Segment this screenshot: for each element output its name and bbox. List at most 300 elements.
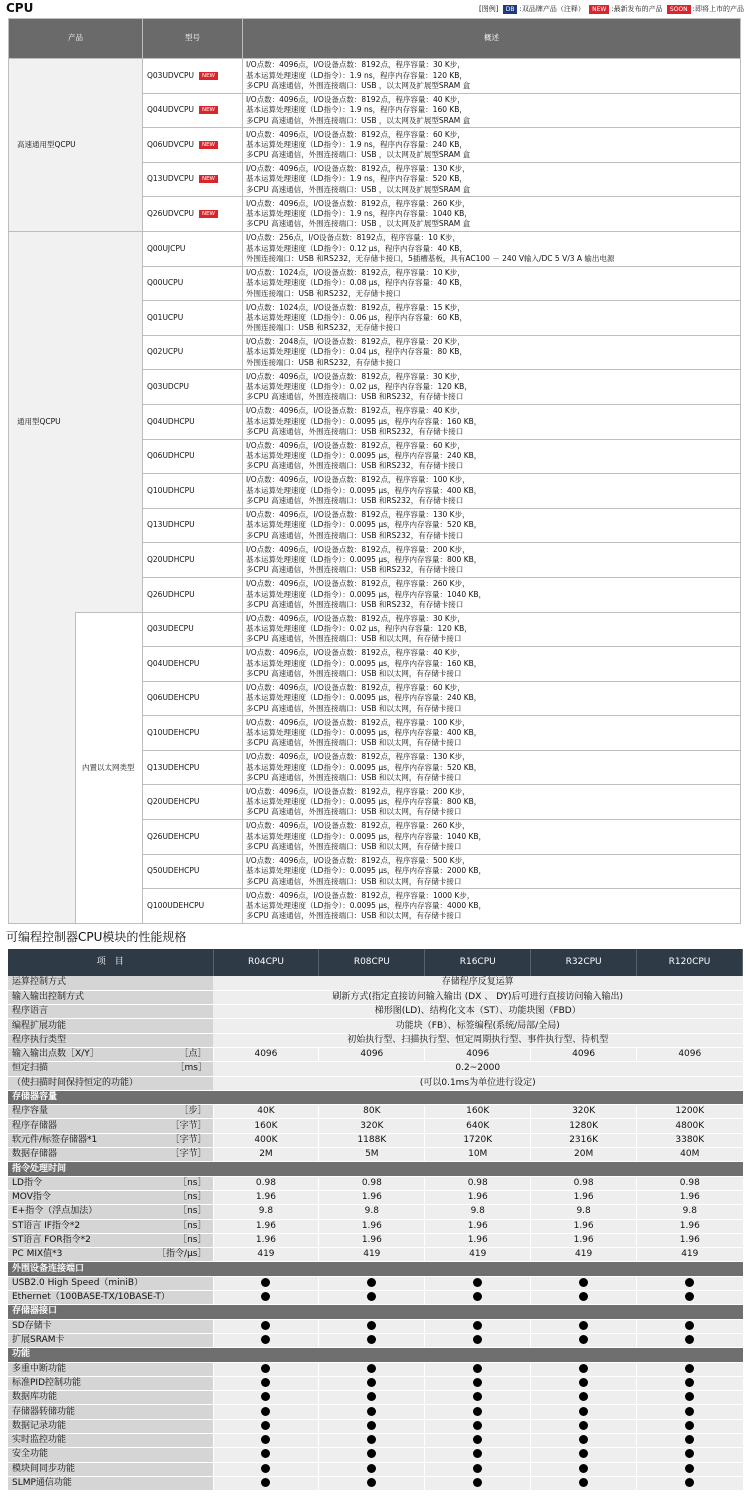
model-name: Q13UDHCPU (147, 520, 195, 530)
supported-dot-icon (579, 1478, 588, 1487)
supported-dot-icon (261, 1435, 270, 1444)
spec-value (637, 1419, 743, 1433)
spec-label-cell (8, 1148, 213, 1162)
overview-cell (243, 474, 741, 509)
spec-value: 1188K (319, 1133, 425, 1147)
overview-line: 基本运算处理速度（LD指令）：0.0095 μs，程序内存容量：240 KB， (246, 451, 482, 461)
spec-value: 1.96 (213, 1190, 319, 1204)
overview-line: 基本运算处理速度（LD指令）：0.0095 μs，程序内存容量：800 KB， (246, 797, 482, 807)
model-col-header: R08CPU (319, 949, 425, 976)
spec-section-row (8, 1305, 743, 1319)
overview-cell (243, 231, 741, 266)
overview-line: 基本运算处理速度（LD指令）：0.0095 μs，程序内存容量：1040 KB， (246, 589, 487, 599)
spec-label-cell (8, 1376, 213, 1390)
spec-table (8, 949, 743, 1491)
model-cell (143, 716, 243, 751)
overview-line: 多CPU 高速通信，外围连接端口：USB ，以太网及扩展型SRAM 盒 (246, 80, 471, 90)
model-name: Q03UDVCPU (147, 70, 194, 80)
supported-dot-icon (685, 1449, 694, 1458)
supported-dot-icon (685, 1392, 694, 1401)
overview-line: I/O点数：4096点，I/O设备点数：8192点，程序容量：200 K步， (246, 786, 470, 796)
supported-dot-icon (579, 1464, 588, 1473)
spec-value: 0.98 (425, 1176, 531, 1190)
overview-line: 基本运算处理速度（LD指令）：0.0095 μs，程序内存容量：2000 KB， (246, 866, 487, 876)
supported-dot-icon (261, 1392, 270, 1401)
spec-label-cell (8, 1333, 213, 1347)
spec-row (8, 1076, 743, 1090)
model-cell (143, 854, 243, 889)
spec-section-row (8, 1162, 743, 1176)
overview-line: 基本运算处理速度（LD指令）：0.12 μs，程序内存容量：40 KB， (246, 243, 467, 253)
overview-line: I/O点数：4096点，I/O设备点数：8192点，程序容量：130 K步， (246, 164, 470, 174)
spec-unit: ［字节］ (170, 1120, 207, 1131)
overview-line: I/O点数：4096点，I/O设备点数：8192点，程序容量：130 K步， (246, 510, 470, 520)
spec-label-cell (8, 1119, 213, 1133)
model-name: Q03UDECPU (147, 624, 194, 634)
overview-line: 多CPU 高速通信，外围连接端口：USB ，以太网及扩展型SRAM 盒 (246, 115, 471, 125)
spec-value: 3380K (637, 1133, 743, 1147)
supported-dot-icon (473, 1392, 482, 1401)
spec-value (531, 1462, 637, 1476)
overview-line: 基本运算处理速度（LD指令）：0.0095 μs，程序内存容量：400 KB， (246, 485, 482, 495)
spec-row (8, 1276, 743, 1290)
spec-value: 0.98 (531, 1176, 637, 1190)
overview-line: 基本运算处理速度（LD指令）：0.0095 μs，程序内存容量：520 KB， (246, 762, 482, 772)
spec-value-all: (可以0.1ms为单位进行设定) (213, 1076, 743, 1090)
model-cell (143, 612, 243, 647)
supported-dot-icon (685, 1478, 694, 1487)
model-name: Q26UDEHCPU (147, 831, 200, 841)
model-name: Q02UCPU (147, 347, 184, 357)
overview-line: I/O点数：4096点，I/O设备点数：8192点，程序容量：100 K步， (246, 717, 470, 727)
spec-value (213, 1333, 319, 1347)
model-col-header: R120CPU (637, 949, 743, 976)
overview-cell (243, 128, 741, 163)
spec-label: 数据库功能 (12, 1392, 58, 1403)
model-name: Q03UDCPU (147, 381, 189, 391)
supported-dot-icon (367, 1321, 376, 1330)
supported-dot-icon (473, 1478, 482, 1487)
overview-line: I/O点数：1024点，I/O设备点数：8192点，程序容量：15 K步， (246, 302, 465, 312)
spec-value (213, 1476, 319, 1490)
legend-soon-text: :即将上市的产品 (692, 5, 744, 13)
supported-dot-icon (261, 1407, 270, 1416)
spec-label-cell (8, 1219, 213, 1233)
model-col-header: R04CPU (213, 949, 319, 976)
spec-value: 419 (319, 1248, 425, 1262)
supported-dot-icon (473, 1321, 482, 1330)
spec-value (319, 1434, 425, 1448)
spec-value (319, 1419, 425, 1433)
spec-label: SD存储卡 (12, 1320, 52, 1331)
supported-dot-icon (367, 1407, 376, 1416)
spec-value: 4096 (425, 1047, 531, 1061)
db-badge: DB (503, 5, 518, 14)
supported-dot-icon (685, 1335, 694, 1344)
spec-value: 1.96 (531, 1233, 637, 1247)
spec-row (8, 1391, 743, 1405)
spec-row (8, 1476, 743, 1490)
overview-line: 基本运算处理速度（LD指令）：0.02 μs，程序内存容量：120 KB， (246, 624, 472, 634)
spec-value (425, 1319, 531, 1333)
overview-line: 多CPU 高速通信，外围连接端口：USB 和以太网，有存储卡接口 (246, 807, 462, 817)
spec-label: MOV指令 (12, 1192, 51, 1203)
overview-cell (243, 612, 741, 647)
overview-line: I/O点数：4096点，I/O设备点数：8192点，程序容量：40 K步， (246, 406, 465, 416)
legend-db-text: :双品牌产品（注释） (519, 5, 585, 13)
spec-value (637, 1448, 743, 1462)
spec-value: 2316K (531, 1133, 637, 1147)
spec-label: 软元件/标签存储器*1 (12, 1134, 98, 1145)
spec-value (213, 1405, 319, 1419)
spec-row (8, 1019, 743, 1033)
model-cell (143, 197, 243, 232)
supported-dot-icon (685, 1364, 694, 1373)
supported-dot-icon (473, 1421, 482, 1430)
supported-dot-icon (367, 1364, 376, 1373)
spec-value (213, 1462, 319, 1476)
supported-dot-icon (261, 1335, 270, 1344)
spec-label: 模块间同步功能 (12, 1463, 76, 1474)
model-cell (143, 162, 243, 197)
overview-line: I/O点数：4096点，I/O设备点数：8192点，程序容量：60 K步， (246, 129, 465, 139)
spec-value: 1.96 (425, 1233, 531, 1247)
model-cell (143, 231, 243, 266)
spec-value (425, 1276, 531, 1290)
supported-dot-icon (473, 1278, 482, 1287)
overview-line: I/O点数：4096点，I/O设备点数：8192点，程序容量：1000 K步， (246, 890, 475, 900)
spec-value (425, 1434, 531, 1448)
spec-section-row (8, 1262, 743, 1276)
model-name: Q01UCPU (147, 312, 184, 322)
spec-value (637, 1362, 743, 1376)
spec-value (213, 1434, 319, 1448)
spec-value: 1.96 (637, 1190, 743, 1204)
overview-cell (243, 854, 741, 889)
spec-value: 40K (213, 1105, 319, 1119)
spec-row (8, 1362, 743, 1376)
spec-unit: ［ns］ (178, 1234, 207, 1245)
model-cell (143, 266, 243, 301)
model-name: Q20UDEHCPU (147, 797, 200, 807)
spec-row (8, 1462, 743, 1476)
overview-line: I/O点数：4096点，I/O设备点数：8192点，程序容量：40 K步， (246, 648, 465, 658)
spec-unit: ［字节］ (170, 1134, 207, 1145)
overview-cell (243, 889, 741, 924)
model-name: Q06UDHCPU (147, 451, 195, 461)
spec-value (531, 1291, 637, 1305)
spec-value: 4096 (531, 1047, 637, 1061)
spec-section-title: 可编程控制器CPU模块的性能规格 (6, 930, 187, 944)
spec-value-all: 存储程序反复运算 (213, 976, 743, 990)
spec-value (531, 1476, 637, 1490)
spec-row (8, 1291, 743, 1305)
group-ethernet: 内置以太网类型 (76, 612, 143, 923)
overview-line: I/O点数：4096点，I/O设备点数：8192点，程序容量：260 K步， (246, 579, 470, 589)
spec-value (213, 1376, 319, 1390)
overview-line: 基本运算处理速度（LD指令）：1.9 ns，程序内存容量：1040 KB， (246, 209, 472, 219)
model-name: Q20UDHCPU (147, 554, 195, 564)
spec-value (531, 1376, 637, 1390)
spec-row (8, 1434, 743, 1448)
spec-label: 程序存储器 (12, 1120, 58, 1131)
spec-value (319, 1448, 425, 1462)
supported-dot-icon (367, 1392, 376, 1401)
spec-row (8, 1376, 743, 1390)
overview-cell (243, 370, 741, 405)
spec-label-cell (8, 1319, 213, 1333)
overview-cell (243, 335, 741, 370)
spec-value (213, 1276, 319, 1290)
supported-dot-icon (579, 1364, 588, 1373)
model-cell (143, 301, 243, 336)
spec-value (319, 1391, 425, 1405)
overview-line: 基本运算处理速度（LD指令）：0.0095 μs，程序内存容量：520 KB， (246, 520, 482, 530)
spec-value (425, 1462, 531, 1476)
overview-line: 多CPU 高速通信，外围连接端口：USB ，以太网及扩展型SRAM 盒 (246, 184, 471, 194)
spec-label-cell (8, 1419, 213, 1433)
spec-section-label: 外围设备连接端口 (8, 1262, 743, 1276)
model-cell (143, 750, 243, 785)
spec-label-cell (8, 1362, 213, 1376)
spec-value: 0.98 (319, 1176, 425, 1190)
spec-value (531, 1448, 637, 1462)
spec-value: 9.8 (213, 1205, 319, 1219)
spec-value: 0.98 (637, 1176, 743, 1190)
spec-label: ST语言 IF指令*2 (12, 1220, 81, 1231)
spec-value (531, 1391, 637, 1405)
overview-line: 基本运算处理速度（LD指令）：0.0095 μs，程序内存容量：240 KB， (246, 693, 482, 703)
overview-cell (243, 820, 741, 855)
supported-dot-icon (685, 1321, 694, 1330)
spec-label: 恒定扫描 (12, 1063, 49, 1074)
overview-line: 多CPU 高速通信，外围连接端口：USB 和以太网，有存储卡接口 (246, 669, 462, 679)
supported-dot-icon (367, 1278, 376, 1287)
cpu-row (9, 231, 741, 266)
supported-dot-icon (367, 1292, 376, 1301)
group-high-speed-qcpu: 高速通用型QCPU (9, 59, 143, 232)
spec-label: 存储器转储功能 (12, 1406, 76, 1417)
spec-label: 数据记录功能 (12, 1420, 67, 1431)
overview-line: 基本运算处理速度（LD指令）：0.0095 μs，程序内存容量：4000 KB， (246, 900, 487, 910)
spec-value: 640K (425, 1119, 531, 1133)
overview-cell (243, 508, 741, 543)
overview-line: 多CPU 高速通信，外围连接端口：USB 和RS232，有存储卡接口 (246, 461, 464, 471)
supported-dot-icon (261, 1364, 270, 1373)
model-name: Q04UDEHCPU (147, 658, 200, 668)
model-name: Q00UCPU (147, 278, 184, 288)
model-cell (143, 647, 243, 682)
overview-line: 多CPU 高速通信，外围连接端口：USB 和RS232，有存储卡接口 (246, 496, 464, 506)
spec-value: 1200K (637, 1105, 743, 1119)
spec-value: 1.96 (213, 1233, 319, 1247)
spec-value (425, 1333, 531, 1347)
spec-label: 扩展SRAM卡 (12, 1335, 65, 1346)
new-badge: NEW (199, 210, 218, 218)
new-badge: NEW (589, 5, 609, 14)
model-name: Q26UDHCPU (147, 589, 195, 599)
supported-dot-icon (367, 1464, 376, 1473)
supported-dot-icon (579, 1335, 588, 1344)
spec-value (637, 1319, 743, 1333)
model-header: 型号 (143, 19, 243, 59)
legend (479, 4, 744, 14)
page-title: CPU (6, 1, 34, 15)
spec-value (319, 1405, 425, 1419)
supported-dot-icon (261, 1321, 270, 1330)
spec-label: 多重中断功能 (12, 1363, 67, 1374)
model-cell (143, 335, 243, 370)
spec-row (8, 1062, 743, 1076)
overview-line: I/O点数：4096点，I/O设备点数：8192点，程序容量：200 K步， (246, 544, 470, 554)
supported-dot-icon (473, 1364, 482, 1373)
spec-value (319, 1376, 425, 1390)
spec-row (8, 1005, 743, 1019)
cpu-row (9, 612, 741, 647)
overview-line: 基本运算处理速度（LD指令）：0.06 μs，程序内存容量：60 KB， (246, 312, 467, 322)
spec-value (531, 1434, 637, 1448)
spec-section-label: 功能 (8, 1348, 743, 1362)
overview-line: I/O点数：4096点，I/O设备点数：8192点，程序容量：40 K步， (246, 94, 465, 104)
overview-line: I/O点数：4096点，I/O设备点数：8192点，程序容量：30 K步， (246, 613, 465, 623)
supported-dot-icon (261, 1278, 270, 1287)
spec-value (637, 1376, 743, 1390)
overview-line: 基本运算处理速度（LD指令）：1.9 ns，程序内存容量：240 KB， (246, 139, 467, 149)
supported-dot-icon (473, 1449, 482, 1458)
supported-dot-icon (367, 1335, 376, 1344)
model-name: Q06UDEHCPU (147, 693, 200, 703)
spec-value: 1.96 (425, 1190, 531, 1204)
overview-line: 基本运算处理速度（LD指令）：0.0095 μs，程序内存容量：160 KB， (246, 658, 482, 668)
spec-label: ST语言 FOR指令*2 (12, 1234, 91, 1245)
spec-label-cell (8, 1133, 213, 1147)
spec-value (531, 1419, 637, 1433)
overview-cell (243, 681, 741, 716)
spec-value: 419 (637, 1248, 743, 1262)
new-badge: NEW (199, 106, 218, 114)
overview-line: 多CPU 高速通信，外围连接端口：USB ，以太网及扩展型SRAM 盒 (246, 219, 471, 229)
overview-line: 多CPU 高速通信，外围连接端口：USB 和RS232，有存储卡接口 (246, 599, 464, 609)
overview-line: 多CPU 高速通信，外围连接端口：USB 和以太网，有存储卡接口 (246, 876, 462, 886)
spec-row (8, 1105, 743, 1119)
spec-value: 9.8 (531, 1205, 637, 1219)
spec-value: 1.96 (319, 1219, 425, 1233)
supported-dot-icon (685, 1278, 694, 1287)
model-cell (143, 889, 243, 924)
spec-value (319, 1291, 425, 1305)
spec-value (425, 1376, 531, 1390)
spec-label: USB2.0 High Speed（miniB） (12, 1277, 144, 1288)
model-cell (143, 370, 243, 405)
legend-prefix: [图例] (479, 5, 499, 13)
overview-line: 多CPU 高速通信，外围连接端口：USB 和RS232，有存储卡接口 (246, 565, 464, 575)
spec-row (8, 976, 743, 990)
overview-cell (243, 59, 741, 94)
spec-label-cell (8, 1476, 213, 1490)
group-general-qcpu-cont (9, 612, 76, 923)
model-cell (143, 93, 243, 128)
supported-dot-icon (261, 1378, 270, 1387)
spec-value: 4800K (637, 1119, 743, 1133)
spec-label-cell (8, 1276, 213, 1290)
spec-unit: ［ms］ (175, 1063, 207, 1074)
overview-cell (243, 266, 741, 301)
spec-section-label: 存储器容量 (8, 1090, 743, 1104)
model-name: Q10UDHCPU (147, 485, 195, 495)
spec-value-all: 梯形图(LD)、结构化文本（ST）、功能块图（FBD） (213, 1005, 743, 1019)
spec-unit: ［指令/μs］ (157, 1249, 207, 1260)
supported-dot-icon (579, 1292, 588, 1301)
spec-value (425, 1291, 531, 1305)
supported-dot-icon (261, 1421, 270, 1430)
spec-value (531, 1333, 637, 1347)
overview-line: 外围连接端口：USB 和RS232，无存储卡接口 (246, 323, 401, 333)
spec-row (8, 1190, 743, 1204)
model-name: Q00UJCPU (147, 243, 186, 253)
spec-label-cell (8, 1076, 213, 1090)
supported-dot-icon (367, 1378, 376, 1387)
model-cell (143, 577, 243, 612)
spec-value (637, 1462, 743, 1476)
model-cell (143, 508, 243, 543)
cpu-row (9, 59, 741, 94)
supported-dot-icon (579, 1435, 588, 1444)
overview-cell (243, 197, 741, 232)
model-name: Q06UDVCPU (147, 139, 194, 149)
spec-value: 160K (213, 1119, 319, 1133)
spec-value: 1.96 (319, 1190, 425, 1204)
spec-value-all: 0.2~2000 (213, 1062, 743, 1076)
spec-row (8, 1047, 743, 1061)
model-cell (143, 128, 243, 163)
spec-label: 程序执行类型 (12, 1034, 67, 1045)
overview-line: I/O点数：4096点，I/O设备点数：8192点，程序容量：60 K步， (246, 683, 465, 693)
model-name: Q04UDVCPU (147, 105, 194, 115)
supported-dot-icon (473, 1464, 482, 1473)
spec-value (531, 1362, 637, 1376)
overview-line: I/O点数：4096点，I/O设备点数：8192点，程序容量：30 K步， (246, 371, 465, 381)
overview-cell (243, 404, 741, 439)
supported-dot-icon (685, 1435, 694, 1444)
spec-value: 4096 (213, 1047, 319, 1061)
overview-cell (243, 750, 741, 785)
overview-cell (243, 647, 741, 682)
supported-dot-icon (367, 1435, 376, 1444)
supported-dot-icon (473, 1407, 482, 1416)
spec-value (319, 1276, 425, 1290)
spec-section-label: 存储器接口 (8, 1305, 743, 1319)
spec-value: 400K (213, 1133, 319, 1147)
overview-line: I/O点数：4096点，I/O设备点数：8192点，程序容量：130 K步， (246, 752, 470, 762)
spec-value (213, 1362, 319, 1376)
overview-line: I/O点数：4096点，I/O设备点数：8192点，程序容量：260 K步， (246, 198, 470, 208)
spec-row (8, 1405, 743, 1419)
spec-row (8, 1176, 743, 1190)
spec-label: Ethernet（100BASE-TX/10BASE-T） (12, 1292, 170, 1303)
supported-dot-icon (579, 1407, 588, 1416)
product-header: 产品 (9, 19, 143, 59)
spec-header-row (8, 949, 743, 976)
spec-row (8, 1219, 743, 1233)
overview-line: 多CPU 高速通信，外围连接端口：USB 和RS232，有存储卡接口 (246, 392, 464, 402)
overview-line: 外围连接端口：USB 和RS232，无存储卡接口，5插槽基板，具有AC100 － 240 V输入/DC 5 V/3 A 输出电源 (246, 253, 615, 263)
supported-dot-icon (579, 1321, 588, 1330)
spec-label-cell (8, 1248, 213, 1262)
spec-section-row (8, 1348, 743, 1362)
spec-value: 1.96 (637, 1233, 743, 1247)
spec-section-label: 指令处理时间 (8, 1162, 743, 1176)
spec-value: 4096 (637, 1047, 743, 1061)
